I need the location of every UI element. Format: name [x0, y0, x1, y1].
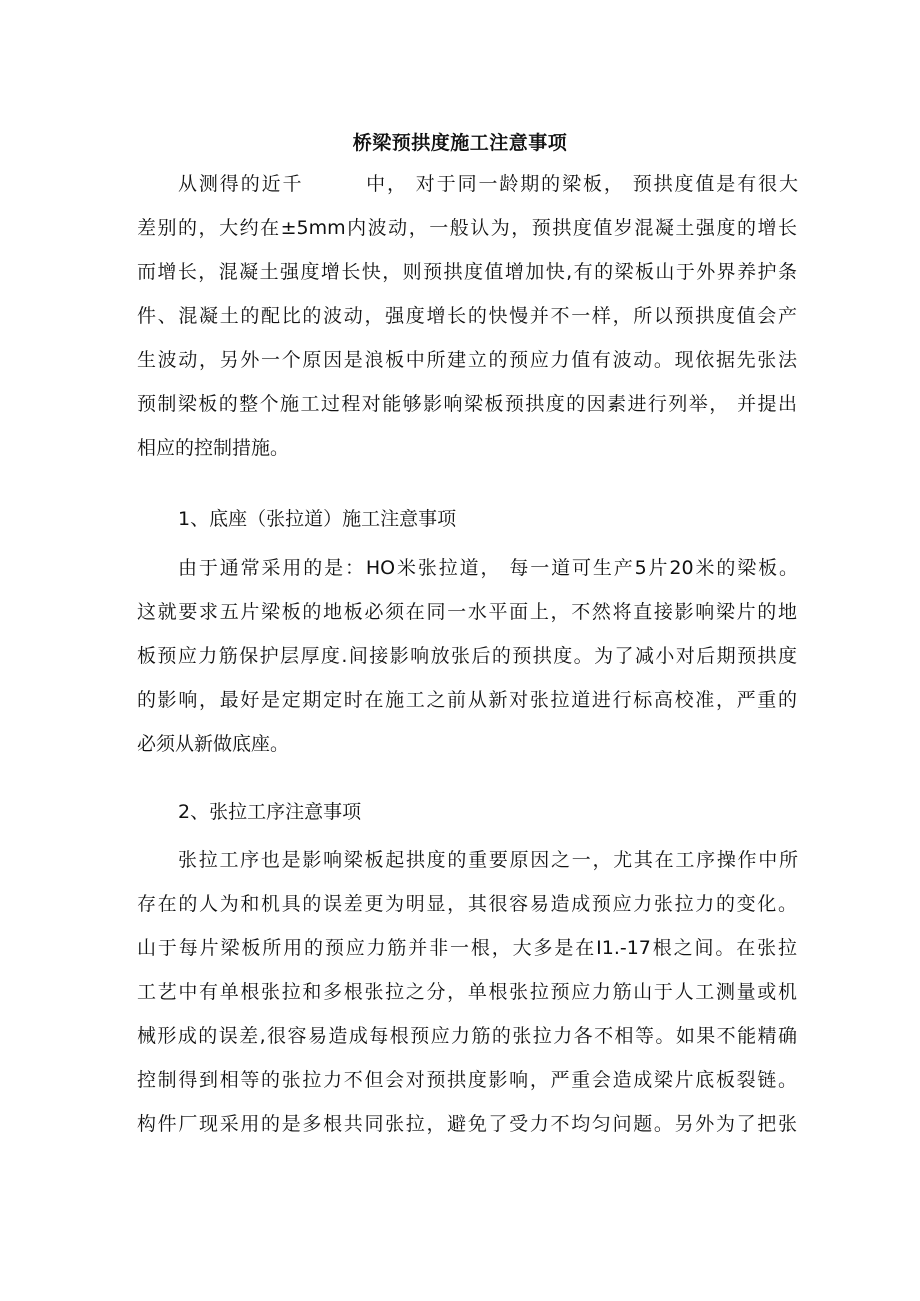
paragraph-line: 由于通常采用的是：HO米张拉道， 每一道可生产5片20米的梁板。 [178, 557, 798, 579]
paragraph-line: 板预应力筋保护层厚度.间接影响放张后的预拱度。为了减小对后期预拱度 [137, 645, 797, 667]
paragraph-line: 山于每片梁板所用的预应力筋并非一根，大多是在I1.-17根之间。在张拉 [137, 937, 797, 959]
paragraph-line: 存在的人为和机具的误差更为明显，其很容易造成预应力张拉力的变化。 [137, 893, 797, 915]
document-title: 桥梁预拱度施工注意事项 [352, 132, 568, 154]
paragraph-line: 件、混凝土的配比的波动，强度增长的快慢并不一样，所以预拱度值会产 [137, 305, 797, 327]
paragraph-line: 构件厂现采用的是多根共同张拉，避免了受力不均匀问题。另外为了把张 [137, 1113, 797, 1135]
paragraph-line: 从测得的近千 中， 对于同一龄期的梁板， 预拱度值是有很大 [178, 173, 798, 195]
paragraph-line: 生波动，另外一个原因是浪板中所建立的预应力值有波动。现依据先张法 [137, 349, 797, 371]
paragraph-line: 必须从新做底座。 [137, 733, 290, 755]
paragraph-line: 预制梁板的整个施工过程对能够影响梁板预拱度的因素进行列举， 并提出 [137, 393, 797, 415]
paragraph-line: 控制得到相等的张拉力不但会对预拱度影响，严重会造成梁片底板裂链。 [137, 1069, 797, 1091]
section-heading: 2、张拉工序注意事项 [178, 801, 362, 823]
paragraph-line: 相应的控制措施。 [137, 437, 290, 459]
paragraph-line: 而增长，混凝土强度增长快，则预拱度值增加快,有的梁板山于外界养护条 [137, 261, 797, 283]
paragraph-line: 械形成的误差,很容易造成每根预应力筋的张拉力各不相等。如果不能精确 [137, 1025, 797, 1047]
paragraph-line: 的影响，最好是定期定时在施工之前从新对张拉道进行标高校准，严重的 [137, 689, 797, 711]
paragraph-line: 差别的，大约在±5mm内波动，一般认为，预拱度值岁混凝土强度的增长 [137, 217, 797, 239]
paragraph-line: 工艺中有单根张拉和多根张拉之分，单根张拉预应力筋山于人工测量或机 [137, 981, 797, 1003]
section-heading: 1、底座（张拉道）施工注意事项 [178, 508, 457, 530]
paragraph-line: 张拉工序也是影响梁板起拱度的重要原因之一，尤其在工序操作中所 [178, 849, 798, 871]
paragraph-line: 这就要求五片梁板的地板必须在同一水平面上，不然将直接影响梁片的地 [137, 601, 797, 623]
